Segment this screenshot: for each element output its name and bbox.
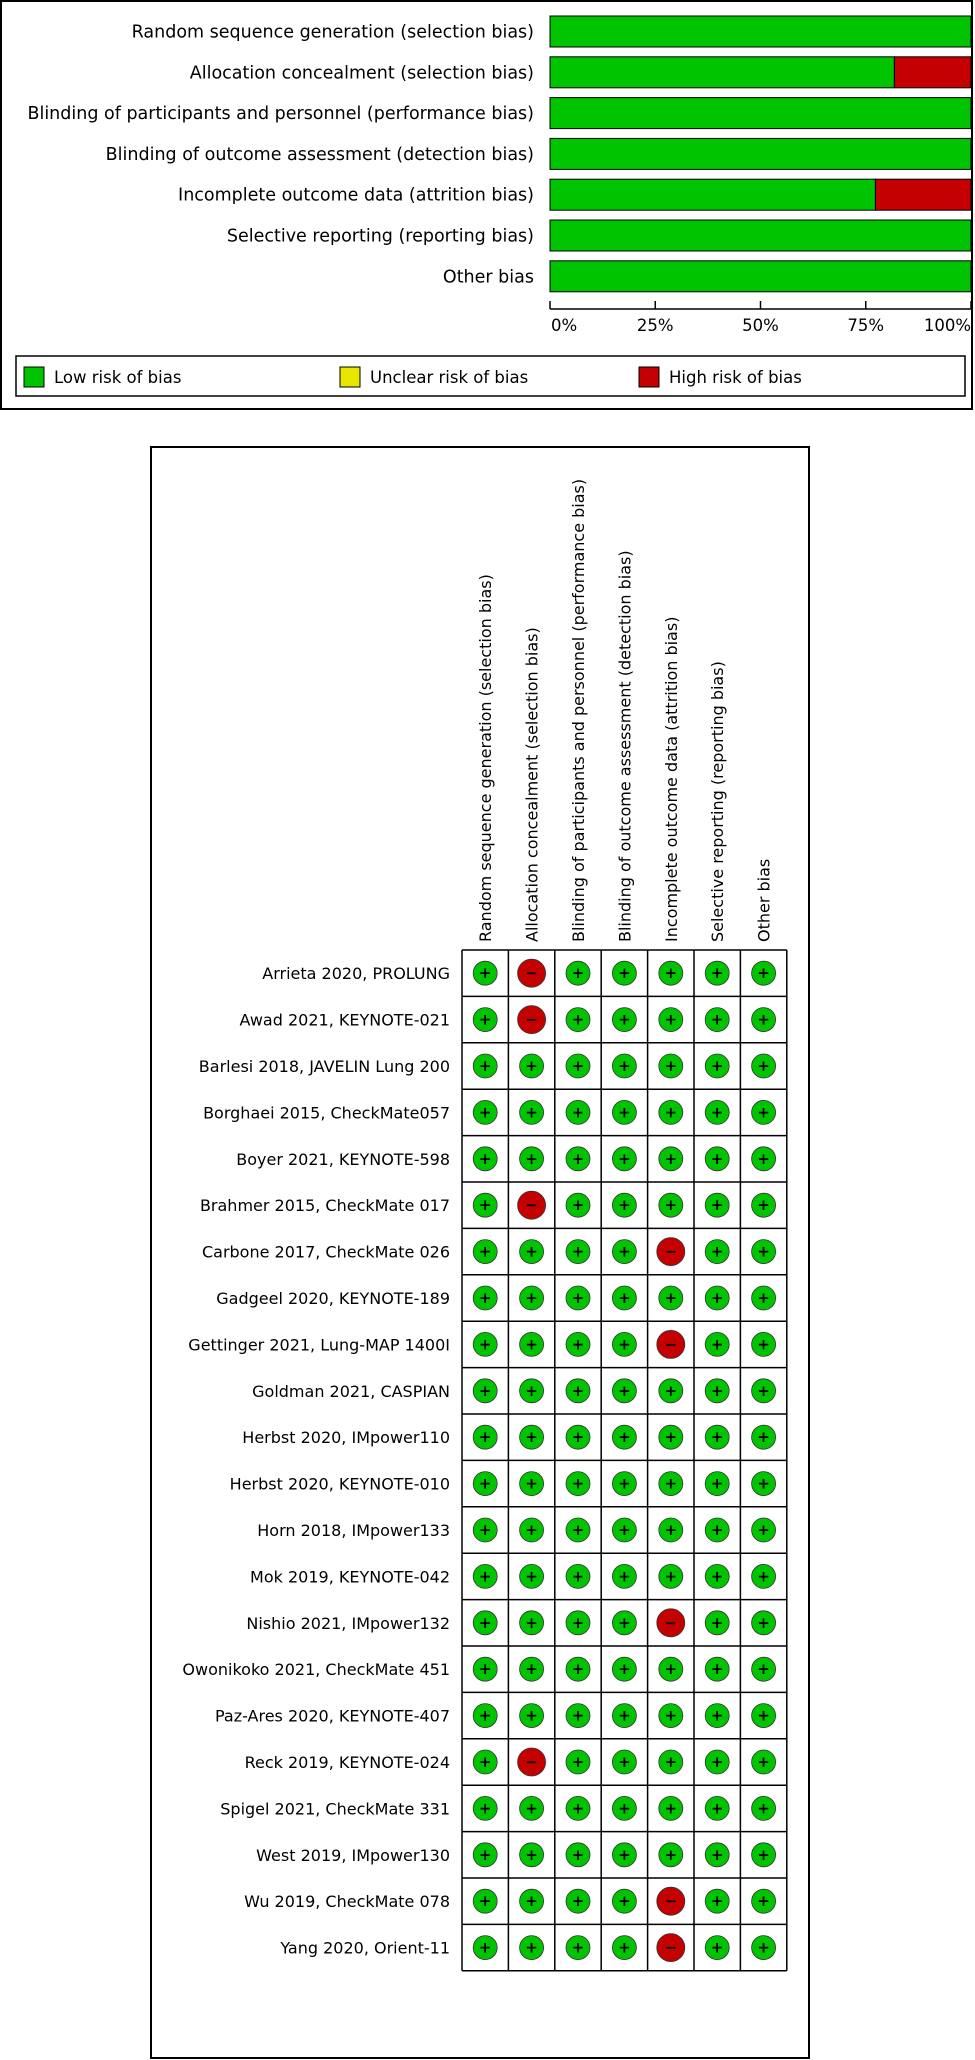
rating-symbol-low: + [478, 1567, 492, 1586]
study-label: Arrieta 2020, PROLUNG [262, 964, 450, 984]
rating-symbol-low: + [757, 1706, 770, 1725]
rating-symbol-low: + [710, 1149, 724, 1168]
rating-symbol-low: + [710, 1938, 724, 1957]
rating-symbol-low: + [710, 1474, 724, 1493]
study-label: Mok 2019, KEYNOTE-042 [250, 1567, 450, 1587]
legend-swatch [24, 367, 44, 387]
x-tick-label: 0% [551, 316, 578, 335]
rating-symbol-low: + [757, 1428, 770, 1447]
rating-symbol-low: + [618, 1381, 631, 1400]
rating-symbol-low: + [618, 1057, 631, 1075]
rating-symbol-low: + [571, 1474, 585, 1493]
study-label: Paz-Ares 2020, KEYNOTE-407 [214, 1706, 450, 1726]
rating-symbol-low: + [571, 1660, 585, 1679]
column-header: Allocation concealment (selection bias) [522, 627, 542, 942]
rating-symbol-low: + [618, 1753, 631, 1771]
rating-symbol-low: + [618, 1660, 631, 1679]
study-label: Brahmer 2015, CheckMate 017 [199, 1196, 450, 1216]
rating-symbol-low: + [478, 1613, 492, 1632]
rating-symbol-low: + [618, 1613, 631, 1632]
rating-symbol-low: + [571, 1799, 585, 1818]
rating-symbol-low: + [478, 1706, 492, 1725]
column-header: Blinding of outcome assessment (detection bias) [615, 550, 635, 942]
rating-symbol-low: + [757, 1196, 770, 1215]
bar-segment [550, 98, 971, 129]
legend-swatch [639, 367, 659, 387]
rating-symbol-low: + [710, 1521, 724, 1539]
rating-symbol-low: + [664, 1010, 678, 1029]
rating-symbol-low: + [710, 1660, 724, 1679]
rating-symbol-low: + [710, 1799, 724, 1818]
rating-symbol-low: + [664, 1521, 678, 1539]
rating-symbol-low: + [478, 1010, 492, 1029]
rating-symbol-low: + [757, 1057, 770, 1075]
rating-symbol-low: + [525, 1892, 538, 1911]
rating-symbol-low: + [571, 1057, 585, 1075]
rating-symbol-low: + [618, 1289, 631, 1307]
rating-symbol-low: + [710, 1845, 724, 1864]
study-label: Gettinger 2021, Lung-MAP 1400I [188, 1335, 450, 1355]
study-label: Herbst 2020, KEYNOTE-010 [229, 1474, 450, 1494]
rating-symbol-low: + [618, 1242, 631, 1261]
rating-symbol-low: + [757, 1289, 770, 1307]
risk-of-bias-summary [150, 446, 810, 2059]
category-label: Selective reporting (reporting bias) [226, 226, 534, 247]
rating-symbol-low: + [757, 1567, 770, 1586]
study-label: Wu 2019, CheckMate 078 [244, 1892, 450, 1912]
rating-symbol-low: + [757, 1242, 770, 1261]
rating-symbol-low: + [664, 1381, 678, 1400]
x-tick-label: 75% [847, 316, 885, 335]
rating-symbol-low: + [571, 1196, 585, 1215]
rating-symbol-low: + [478, 1149, 492, 1168]
rating-symbol-low: + [757, 1149, 770, 1168]
study-label: Horn 2018, IMpower133 [257, 1521, 450, 1540]
rating-symbol-low: + [710, 1706, 724, 1725]
rating-symbol-low: + [757, 1938, 770, 1957]
risk-of-bias-graph-svg [2, 2, 973, 410]
rating-symbol-low: + [525, 1289, 538, 1307]
rating-symbol-low: + [618, 1103, 631, 1122]
study-label: West 2019, IMpower130 [256, 1845, 450, 1865]
x-tick-label: 50% [742, 316, 779, 335]
rating-symbol-low: + [757, 1660, 770, 1679]
rating-symbol-low: + [571, 1010, 585, 1029]
rating-symbol-low: + [664, 1799, 678, 1818]
rating-symbol-low: + [710, 1289, 724, 1307]
bar-segment [550, 57, 894, 88]
rating-symbol-low: + [618, 1010, 631, 1029]
rating-symbol-low: + [757, 1753, 770, 1771]
rating-symbol-low: + [525, 1428, 538, 1447]
rating-symbol-low: + [664, 1103, 678, 1122]
rating-symbol-low: + [525, 1474, 538, 1493]
category-label: Random sequence generation (selection bias) [131, 22, 534, 43]
rating-symbol-low: + [478, 1753, 492, 1771]
rating-symbol-high: − [664, 1335, 678, 1354]
rating-symbol-low: + [525, 1335, 538, 1354]
rating-symbol-low: + [757, 1521, 770, 1539]
bar-segment [550, 261, 971, 292]
rating-symbol-low: + [525, 1242, 538, 1261]
rating-symbol-low: + [525, 1057, 538, 1075]
rating-symbol-low: + [710, 1196, 724, 1215]
rating-symbol-low: + [571, 1521, 585, 1539]
rating-symbol-low: + [710, 1057, 724, 1075]
rating-symbol-low: + [618, 1149, 631, 1168]
rating-symbol-low: + [478, 1057, 492, 1075]
legend-label: High risk of bias [669, 368, 802, 387]
rating-symbol-low: + [618, 1335, 631, 1354]
rating-symbol-low: + [525, 1103, 538, 1122]
category-label: Incomplete outcome data (attrition bias) [178, 185, 534, 206]
rating-symbol-low: + [478, 1474, 492, 1493]
rating-symbol-low: + [478, 1335, 492, 1354]
rating-symbol-low: + [710, 1010, 724, 1029]
rating-symbol-low: + [710, 1428, 724, 1447]
bar-segment [550, 220, 971, 251]
bar-segment [875, 179, 971, 210]
study-label: Spigel 2021, CheckMate 331 [220, 1799, 450, 1819]
rating-symbol-high: − [525, 1753, 538, 1771]
legend-label: Low risk of bias [54, 368, 182, 387]
rating-symbol-low: + [478, 1845, 492, 1864]
column-header: Random sequence generation (selection bias) [476, 574, 496, 942]
rating-symbol-low: + [710, 964, 724, 983]
rating-symbol-low: + [478, 1660, 492, 1679]
rating-symbol-low: + [710, 1335, 724, 1354]
study-label: Nishio 2021, IMpower132 [246, 1613, 450, 1633]
rating-symbol-low: + [571, 1613, 585, 1632]
rating-symbol-low: + [525, 1938, 538, 1957]
rating-symbol-low: + [757, 1381, 770, 1400]
rating-symbol-low: + [571, 1149, 585, 1168]
rating-symbol-low: + [618, 1474, 631, 1493]
rating-symbol-low: + [618, 1428, 631, 1447]
rating-symbol-low: + [571, 1892, 585, 1911]
rating-symbol-low: + [571, 1103, 585, 1122]
rating-symbol-high: − [525, 1196, 538, 1215]
rating-symbol-low: + [618, 1521, 631, 1539]
study-label: Borghaei 2015, CheckMate057 [203, 1103, 450, 1123]
study-label: Herbst 2020, IMpower110 [242, 1428, 450, 1448]
rating-symbol-low: + [664, 1706, 678, 1725]
rating-symbol-low: + [618, 1196, 631, 1215]
rating-symbol-low: + [571, 1706, 585, 1725]
rating-symbol-low: + [618, 1892, 631, 1911]
rating-symbol-low: + [478, 1103, 492, 1122]
bar-segment [550, 138, 971, 169]
rating-symbol-low: + [710, 1103, 724, 1122]
rating-symbol-low: + [664, 1428, 678, 1447]
category-label: Blinding of participants and personnel (performance bias) [27, 104, 534, 125]
rating-symbol-low: + [478, 1289, 492, 1307]
rating-symbol-high: − [664, 1892, 678, 1911]
rating-symbol-low: + [478, 1938, 492, 1957]
rating-symbol-low: + [525, 1521, 538, 1539]
rating-symbol-low: + [478, 1892, 492, 1911]
rating-symbol-low: + [571, 1381, 585, 1400]
rating-symbol-high: − [664, 1242, 678, 1261]
rating-symbol-low: + [618, 1938, 631, 1957]
rating-symbol-low: + [525, 1381, 538, 1400]
rating-symbol-low: + [571, 1335, 585, 1354]
study-label: Owonikoko 2021, CheckMate 451 [182, 1660, 450, 1680]
study-label: Barlesi 2018, JAVELIN Lung 200 [198, 1057, 450, 1076]
category-label: Blinding of outcome assessment (detection bias) [105, 144, 534, 165]
x-tick-label: 25% [636, 316, 674, 335]
bar-segment [550, 16, 971, 47]
rating-symbol-low: + [664, 964, 678, 983]
rating-symbol-low: + [757, 1845, 770, 1864]
rating-symbol-low: + [618, 1799, 631, 1818]
rating-symbol-low: + [571, 1845, 585, 1864]
rating-symbol-low: + [664, 1660, 678, 1679]
column-header: Other bias [754, 858, 774, 942]
rating-symbol-low: + [525, 1149, 538, 1168]
category-label: Allocation concealment (selection bias) [189, 63, 534, 84]
rating-symbol-high: − [664, 1938, 678, 1957]
rating-symbol-low: + [664, 1289, 678, 1307]
rating-symbol-low: + [618, 1567, 631, 1586]
rating-symbol-low: + [710, 1892, 724, 1911]
rating-symbol-low: + [710, 1567, 724, 1586]
rating-symbol-low: + [525, 1613, 538, 1632]
rating-symbol-low: + [664, 1474, 678, 1493]
study-label: Awad 2021, KEYNOTE-021 [239, 1010, 450, 1030]
rating-symbol-low: + [757, 1010, 770, 1029]
rating-symbol-low: + [664, 1567, 678, 1586]
rating-symbol-low: + [571, 1567, 585, 1586]
rating-symbol-low: + [757, 1474, 770, 1493]
rating-symbol-low: + [478, 1428, 492, 1447]
rating-symbol-low: + [525, 1567, 538, 1586]
rating-symbol-low: + [571, 1938, 585, 1957]
rating-symbol-high: − [525, 1010, 538, 1029]
rating-symbol-high: − [664, 1613, 678, 1632]
rating-symbol-low: + [478, 1521, 492, 1539]
rating-symbol-low: + [710, 1613, 724, 1632]
x-tick-label: 100% [923, 316, 971, 335]
rating-symbol-low: + [664, 1057, 678, 1075]
rating-symbol-low: + [618, 964, 631, 983]
rating-symbol-low: + [664, 1196, 678, 1215]
rating-symbol-low: + [664, 1845, 678, 1864]
rating-symbol-low: + [525, 1845, 538, 1864]
rating-symbol-low: + [664, 1753, 678, 1771]
column-header: Incomplete outcome data (attrition bias) [661, 616, 681, 942]
rating-symbol-low: + [478, 1381, 492, 1400]
bar-segment [550, 179, 875, 210]
rating-symbol-low: + [710, 1381, 724, 1400]
rating-symbol-low: + [478, 1242, 492, 1261]
rating-symbol-low: + [757, 1613, 770, 1632]
category-label: Other bias [442, 267, 534, 288]
rating-symbol-low: + [478, 1799, 492, 1818]
study-label: Reck 2019, KEYNOTE-024 [244, 1753, 450, 1772]
study-label: Gadgeel 2020, KEYNOTE-189 [216, 1289, 450, 1308]
rating-symbol-low: + [757, 1892, 770, 1911]
column-header: Selective reporting (reporting bias) [708, 661, 728, 942]
study-label: Yang 2020, Orient-11 [280, 1938, 450, 1958]
study-label: Goldman 2021, CASPIAN [252, 1381, 450, 1401]
rating-symbol-low: + [757, 1799, 770, 1818]
rating-symbol-low: + [757, 1103, 770, 1122]
rating-symbol-low: + [478, 1196, 492, 1215]
rating-symbol-low: + [618, 1845, 631, 1864]
rating-symbol-low: + [710, 1753, 724, 1771]
risk-of-bias-summary-svg [152, 448, 808, 2057]
rating-symbol-low: + [478, 964, 492, 983]
rating-symbol-low: + [757, 964, 770, 983]
rating-symbol-low: + [710, 1242, 724, 1261]
legend-swatch [340, 367, 360, 387]
study-label: Carbone 2017, CheckMate 026 [201, 1242, 450, 1262]
bar-segment [894, 57, 971, 88]
rating-symbol-low: + [618, 1706, 631, 1725]
rating-symbol-low: + [571, 1242, 585, 1261]
rating-symbol-low: + [571, 1753, 585, 1771]
rating-symbol-low: + [525, 1706, 538, 1725]
rating-symbol-low: + [571, 1289, 585, 1307]
rating-symbol-low: + [664, 1149, 678, 1168]
rating-symbol-low: + [525, 1660, 538, 1679]
study-label: Boyer 2021, KEYNOTE-598 [236, 1149, 450, 1169]
column-header: Blinding of participants and personnel (performance bias) [569, 478, 588, 942]
rating-symbol-low: + [525, 1799, 538, 1818]
rating-symbol-low: + [571, 964, 585, 983]
rating-symbol-low: + [571, 1428, 585, 1447]
risk-of-bias-graph [0, 0, 973, 410]
legend-label: Unclear risk of bias [370, 368, 529, 387]
rating-symbol-high: − [525, 964, 538, 983]
rating-symbol-low: + [757, 1335, 770, 1354]
